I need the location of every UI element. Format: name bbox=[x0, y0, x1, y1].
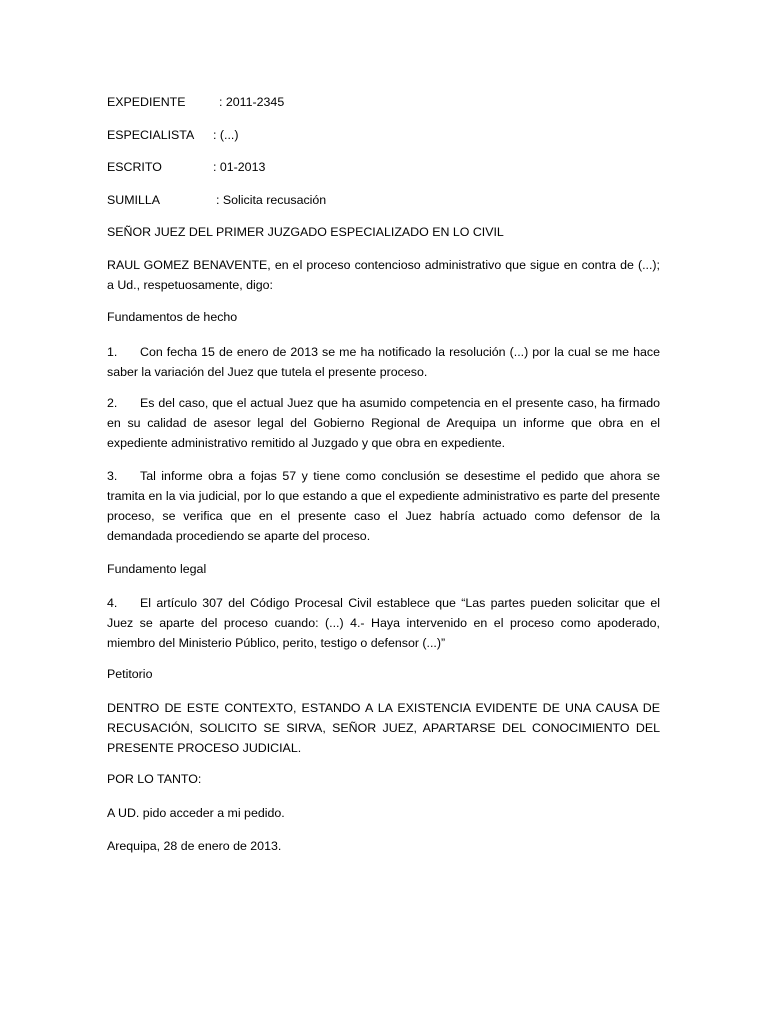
fact-number: 1. bbox=[107, 345, 118, 359]
header-especialista bbox=[107, 127, 239, 143]
legal-number: 4. bbox=[107, 596, 118, 610]
sumilla-label: SUMILLA bbox=[107, 193, 161, 207]
header-escrito bbox=[107, 159, 266, 175]
header-sumilla bbox=[107, 192, 327, 208]
fact-text: Es del caso, que el actual Juez que ha asumido competencia en el presente caso, ha firmado en su calidad de asesor legal del Gobierno Regional de Arequipa un informe que obra en el expediente administrativo remitido al Juzgado y que obra en expediente. bbox=[107, 396, 660, 450]
section-heading-legal: Fundamento legal bbox=[107, 562, 207, 576]
addressee: SEÑOR JUEZ DEL PRIMER JUZGADO ESPECIALIZADO EN LO CIVIL bbox=[107, 225, 504, 239]
expediente-label: EXPEDIENTE bbox=[107, 95, 186, 109]
section-heading-petition: Petitorio bbox=[107, 667, 153, 681]
especialista-label: ESPECIALISTA bbox=[107, 128, 195, 142]
request-line: A UD. pido acceder a mi pedido. bbox=[107, 806, 285, 820]
section-heading-facts: Fundamentos de hecho bbox=[107, 310, 238, 324]
fact-item-1 bbox=[107, 342, 660, 382]
expediente-value: : 2011-2345 bbox=[219, 95, 285, 109]
fact-text: Con fecha 15 de enero de 2013 se me ha notificado la resolución (...) por la cual se me hace saber la variación del Juez que tutela el presente proceso. bbox=[107, 345, 660, 379]
fact-number: 2. bbox=[107, 396, 118, 410]
legal-text: El artículo 307 del Código Procesal Civil establece que “Las partes pueden solicitar que el Juez se aparte del proceso cuando: (...) 4.- Haya intervenido en el proceso como apoderado, miembro del Ministerio Público, perito, testigo o defensor (...)” bbox=[107, 596, 660, 650]
fact-item-3 bbox=[107, 466, 660, 546]
petition-paragraph: DENTRO DE ESTE CONTEXTO, ESTANDO A LA EXISTENCIA EVIDENTE DE UNA CAUSA DE RECUSACIÓN, SOLICITO SE SIRVA, SEÑOR JUEZ, APARTARSE DEL CONOCIMIENTO DEL PRESENTE PROCESO JUDICIAL. bbox=[107, 701, 660, 755]
escrito-value: : 01-2013 bbox=[213, 160, 266, 174]
sumilla-value: : Solicita recusación bbox=[216, 193, 327, 207]
header-expediente bbox=[107, 94, 285, 110]
fact-text: Tal informe obra a fojas 57 y tiene como conclusión se desestime el pedido que ahora se tramita en la via judicial, por lo que estando a que el expediente administrativo es parte del presente proceso, se verifica que en el presente caso el Juez habría actuado como defensor de la demandada procediendo se aparte del proceso. bbox=[107, 469, 660, 543]
fact-item-2 bbox=[107, 393, 660, 453]
fact-number: 3. bbox=[107, 469, 118, 483]
therefore-line: POR LO TANTO: bbox=[107, 772, 202, 786]
intro-paragraph: RAUL GOMEZ BENAVENTE, en el proceso contencioso administrativo que sigue en contra de (...); a Ud., respetuosamente, digo: bbox=[107, 258, 660, 292]
legal-item-4 bbox=[107, 593, 660, 653]
especialista-value: : (...) bbox=[213, 128, 239, 142]
escrito-label: ESCRITO bbox=[107, 160, 162, 174]
place-date-line: Arequipa, 28 de enero de 2013. bbox=[107, 839, 282, 853]
